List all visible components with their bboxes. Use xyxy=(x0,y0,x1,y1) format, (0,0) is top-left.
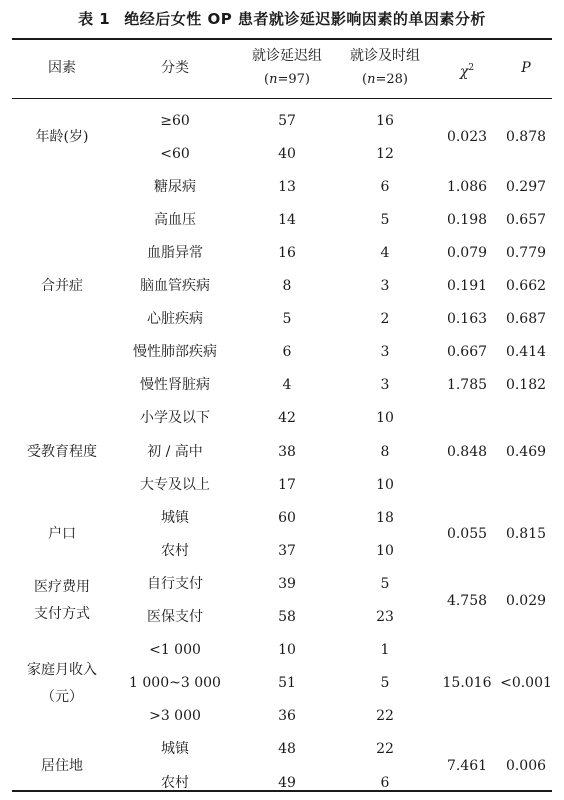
group-factor-label: 户口 xyxy=(48,526,76,543)
row-category: 城镇 xyxy=(161,741,189,758)
row-delayed-count: 6 xyxy=(282,344,292,361)
group-chi-square: 0.055 xyxy=(446,526,488,543)
row-delayed-count: 37 xyxy=(278,542,296,559)
row-chi-square: 0.198 xyxy=(446,211,488,228)
row-p-value: 0.657 xyxy=(505,211,547,228)
header-chi-square xyxy=(436,59,498,81)
row-timely-count: 8 xyxy=(380,443,390,460)
row-timely-count: 16 xyxy=(376,112,394,129)
row-category: 1 000~3 000 xyxy=(129,675,221,692)
row-category: ≥60 xyxy=(160,112,190,129)
row-timely-count: 6 xyxy=(380,178,390,195)
group-factor-label: 受教育程度 xyxy=(27,443,97,460)
table-title: 绝经后女性 OP 患者就诊延迟影响因素的单因素分析 xyxy=(124,10,486,28)
group-chi-square: 7.461 xyxy=(446,758,488,774)
table-caption xyxy=(0,8,564,29)
group-factor-label: 居住地 xyxy=(41,758,83,774)
row-delayed-count: 51 xyxy=(278,675,296,692)
row-p-value: 0.779 xyxy=(505,244,547,261)
row-timely-count: 2 xyxy=(380,311,390,328)
row-delayed-count: 4 xyxy=(282,377,292,394)
group-factor-label: 支付方式 xyxy=(34,606,90,622)
header-delayed-label: 就诊延迟组 xyxy=(252,48,322,64)
header-delayed-n-symbol: n xyxy=(269,72,278,87)
row-category: 糖尿病 xyxy=(154,178,196,195)
row-category: 慢性肾脏病 xyxy=(140,377,210,394)
row-delayed-count: 40 xyxy=(278,145,296,162)
row-category: >3 000 xyxy=(149,708,201,725)
row-category: 高血压 xyxy=(154,211,196,228)
row-category: 城镇 xyxy=(161,509,189,526)
row-delayed-count: 17 xyxy=(278,476,296,493)
row-chi-square: 0.079 xyxy=(446,244,488,261)
header-category: 分类 xyxy=(161,60,189,76)
group-p-value: 0.469 xyxy=(505,443,547,460)
row-delayed-count: 60 xyxy=(278,509,296,526)
row-category: 农村 xyxy=(161,774,189,791)
group-chi-square: 4.758 xyxy=(446,592,488,609)
row-timely-count: 18 xyxy=(376,509,394,526)
row-delayed-count: 13 xyxy=(278,178,296,195)
row-timely-count: 10 xyxy=(376,410,394,427)
row-timely-count: 1 xyxy=(380,642,390,659)
group-p-value: 0.006 xyxy=(505,758,547,774)
group-factor-label: 合并症 xyxy=(41,278,83,295)
row-delayed-count: 48 xyxy=(278,741,296,758)
row-chi-square: 0.191 xyxy=(446,278,488,295)
row-timely-count: 22 xyxy=(376,741,394,758)
header-chi-symbol: χ xyxy=(459,64,469,80)
group-p-value: 0.815 xyxy=(505,526,547,543)
row-timely-count: 10 xyxy=(376,542,394,559)
row-delayed-count: 57 xyxy=(278,112,296,129)
group-chi-square: 0.848 xyxy=(446,443,488,460)
header-factor: 因素 xyxy=(48,60,76,76)
row-category: 自行支付 xyxy=(147,575,203,592)
row-timely-count: 6 xyxy=(380,774,390,791)
group-factor-label: 家庭月收入 xyxy=(27,661,97,678)
row-category: <1 000 xyxy=(149,642,201,659)
row-category: 医保支付 xyxy=(147,609,203,626)
group-p-value: <0.001 xyxy=(500,675,552,692)
row-timely-count: 3 xyxy=(380,344,390,361)
row-delayed-count: 16 xyxy=(278,244,296,261)
group-p-value: 0.029 xyxy=(505,592,547,609)
group-chi-square: 0.023 xyxy=(446,129,488,146)
row-category: 慢性肺部疾病 xyxy=(133,344,217,361)
row-category: 初 / 高中 xyxy=(147,443,203,460)
row-chi-square: 0.667 xyxy=(446,344,488,361)
header-chi-sup: 2 xyxy=(468,63,475,73)
row-delayed-count: 58 xyxy=(278,609,296,626)
header-delayed-n-value: =97 xyxy=(277,72,305,87)
row-p-value: 0.297 xyxy=(505,178,547,195)
row-timely-count: 3 xyxy=(380,278,390,295)
row-timely-count: 23 xyxy=(376,609,394,626)
row-chi-square: 1.086 xyxy=(446,178,488,195)
row-delayed-count: 49 xyxy=(278,774,296,791)
group-factor-label: 医疗费用 xyxy=(34,579,90,595)
header-rule xyxy=(12,98,552,99)
group-factor-label: （元） xyxy=(41,688,83,705)
row-timely-count: 12 xyxy=(376,145,394,162)
group-factor-label: 年龄(岁) xyxy=(35,129,89,146)
row-delayed-count: 5 xyxy=(282,311,292,328)
top-rule xyxy=(12,38,552,40)
header-timely-n-value: =28 xyxy=(375,72,403,87)
row-category: 脑血管疾病 xyxy=(140,278,210,295)
row-delayed-count: 10 xyxy=(278,642,296,659)
row-p-value: 0.662 xyxy=(505,278,547,295)
row-p-value: 0.414 xyxy=(505,344,547,361)
row-p-value: 0.182 xyxy=(505,377,547,394)
row-timely-count: 5 xyxy=(380,211,390,228)
row-timely-count: 5 xyxy=(380,575,390,592)
row-chi-square: 0.163 xyxy=(446,311,488,328)
row-delayed-count: 36 xyxy=(278,708,296,725)
row-timely-count: 5 xyxy=(380,675,390,692)
row-category: 小学及以下 xyxy=(140,410,210,427)
row-delayed-count: 42 xyxy=(278,410,296,427)
row-category: 大专及以上 xyxy=(140,476,210,493)
row-timely-count: 4 xyxy=(380,244,390,261)
row-delayed-count: 39 xyxy=(278,575,296,592)
header-p: P xyxy=(521,60,531,76)
row-delayed-count: 38 xyxy=(278,443,296,460)
row-category: 心脏疾病 xyxy=(147,311,203,328)
group-chi-square: 15.016 xyxy=(442,675,492,692)
row-category: <60 xyxy=(160,145,190,162)
row-p-value: 0.687 xyxy=(505,311,547,328)
row-delayed-count: 14 xyxy=(278,211,296,228)
header-timely-n-symbol: n xyxy=(367,72,376,87)
header-delayed-n: (n=97) xyxy=(264,72,310,87)
row-timely-count: 10 xyxy=(376,476,394,493)
row-chi-square: 1.785 xyxy=(446,377,488,394)
row-delayed-count: 8 xyxy=(282,278,292,295)
row-timely-count: 22 xyxy=(376,708,394,725)
row-category: 血脂异常 xyxy=(147,244,203,261)
header-timely-n: (n=28) xyxy=(362,72,408,87)
table-number: 表 1 xyxy=(78,10,111,28)
group-p-value: 0.878 xyxy=(505,129,547,146)
row-timely-count: 3 xyxy=(380,377,390,394)
row-category: 农村 xyxy=(161,542,189,559)
header-timely-label: 就诊及时组 xyxy=(350,48,420,64)
